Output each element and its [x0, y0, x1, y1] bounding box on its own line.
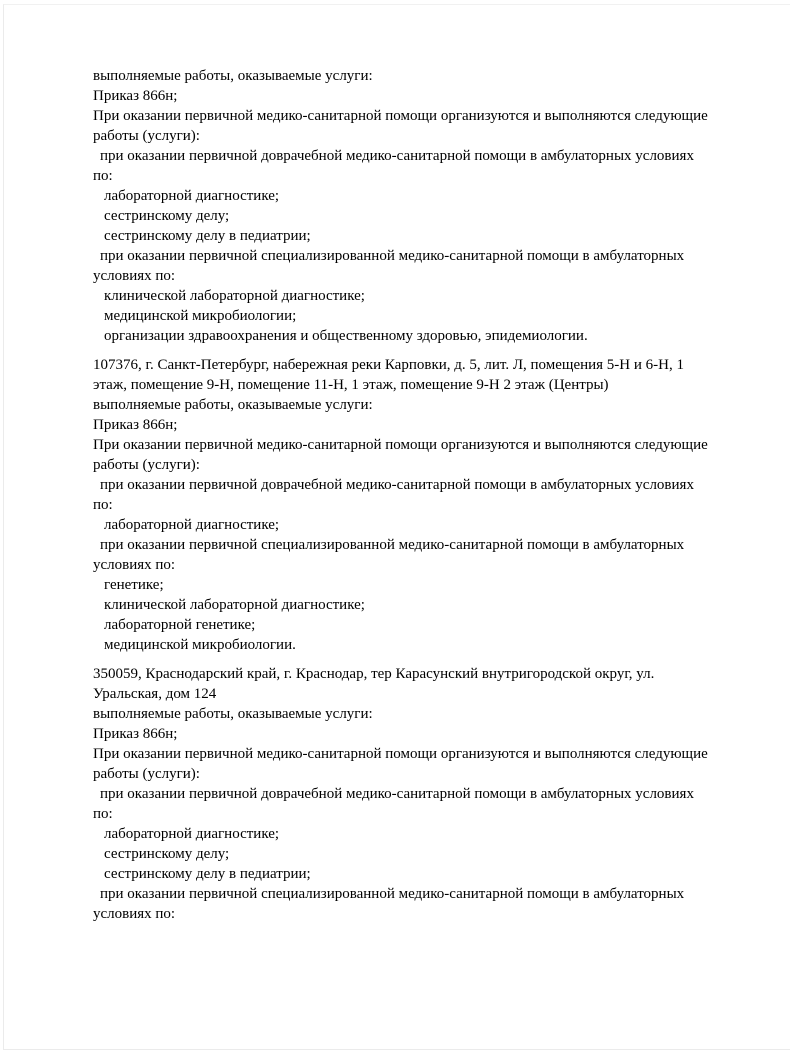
text-line: работы (услуги): [93, 457, 200, 473]
text-line: по: [93, 806, 113, 822]
text-line: по: [93, 168, 113, 184]
text-line: при оказании первичной специализированной медико-санитарной помощи в амбулаторных [100, 537, 685, 553]
text-line: организации здравоохранения и общественному здоровью, эпидемиологии. [104, 328, 588, 344]
text-line: сестринскому делу в педиатрии; [104, 866, 311, 882]
text-line: Уральская, дом 124 [93, 686, 217, 702]
text-line: клинической лабораторной диагностике; [104, 288, 365, 304]
text-line: лабораторной диагностике; [104, 517, 280, 533]
text-line: при оказании первичной специализированной медико-санитарной помощи в амбулаторных [100, 248, 685, 264]
text-line: работы (услуги): [93, 766, 200, 782]
text-line: Приказ 866н; [93, 726, 178, 742]
text-line: условиях по: [93, 268, 176, 284]
text-line: лабораторной диагностике; [104, 188, 280, 204]
text-line: выполняемые работы, оказываемые услуги: [93, 397, 373, 413]
license-section-site-krasnodar [93, 664, 761, 924]
text-line: работы (услуги): [93, 128, 200, 144]
text-line: лабораторной диагностике; [104, 826, 280, 842]
text-line: при оказании первичной специализированной медико-санитарной помощи в амбулаторных [100, 886, 685, 902]
text-line: условиях по: [93, 906, 176, 922]
text-line: Приказ 866н; [93, 88, 178, 104]
text-line: генетике; [104, 577, 164, 593]
text-line: выполняемые работы, оказываемые услуги: [93, 68, 373, 84]
license-section-site-saint-petersburg [93, 355, 761, 655]
license-section-works-and-services-continued [93, 66, 761, 346]
text-line: сестринскому делу в педиатрии; [104, 228, 311, 244]
text-line: клинической лабораторной диагностике; [104, 597, 365, 613]
text-line: 350059, Краснодарский край, г. Краснодар, тер Карасунский внутригородской округ, ул. [93, 666, 655, 682]
text-line: 107376, г. Санкт-Петербург, набережная реки Карповки, д. 5, лит. Л, помещения 5-Н и 6-Н, 1 [93, 357, 684, 373]
text-line: При оказании первичной медико-санитарной помощи организуются и выполняются следующие [93, 437, 708, 453]
text-line: сестринскому делу; [104, 208, 230, 224]
text-line: медицинской микробиологии. [104, 637, 296, 653]
license-works-document-text [93, 66, 761, 924]
text-line: медицинской микробиологии; [104, 308, 297, 324]
text-line: Приказ 866н; [93, 417, 178, 433]
text-line: лабораторной генетике; [104, 617, 256, 633]
text-line: сестринскому делу; [104, 846, 230, 862]
text-line: При оказании первичной медико-санитарной помощи организуются и выполняются следующие [93, 108, 708, 124]
text-line: условиях по: [93, 557, 176, 573]
text-line: при оказании первичной доврачебной медико-санитарной помощи в амбулаторных условиях [100, 786, 694, 802]
text-line: при оказании первичной доврачебной медико-санитарной помощи в амбулаторных условиях [100, 148, 694, 164]
text-line: выполняемые работы, оказываемые услуги: [93, 706, 373, 722]
text-line: при оказании первичной доврачебной медико-санитарной помощи в амбулаторных условиях [100, 477, 694, 493]
text-line: по: [93, 497, 113, 513]
text-line: При оказании первичной медико-санитарной помощи организуются и выполняются следующие [93, 746, 708, 762]
text-line: этаж, помещение 9-Н, помещение 11-Н, 1 этаж, помещение 9-Н 2 этаж (Центры) [93, 377, 609, 393]
